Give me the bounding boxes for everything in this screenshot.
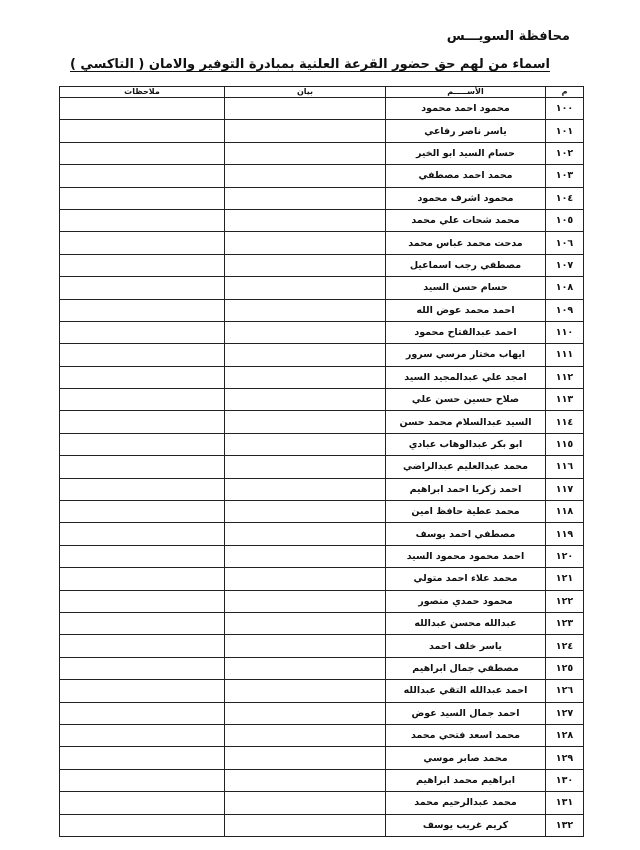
row-statement-cell (225, 612, 386, 634)
row-statement-cell (225, 366, 386, 388)
table-row (60, 120, 584, 142)
row-name: محمد احمد مصطفي (386, 165, 546, 187)
table-row (60, 590, 584, 612)
row-name: محمد عبدالعليم عبدالراضي (386, 456, 546, 478)
row-notes-cell (60, 411, 225, 433)
table-row (60, 792, 584, 814)
row-number: ١٢٣ (546, 612, 584, 634)
row-number: ١١٠ (546, 321, 584, 343)
row-number: ١٠٦ (546, 232, 584, 254)
row-number: ١٠٩ (546, 299, 584, 321)
row-notes-cell (60, 635, 225, 657)
row-number: ١١٧ (546, 478, 584, 500)
table-row (60, 277, 584, 299)
table-row (60, 299, 584, 321)
row-number: ١٠٢ (546, 142, 584, 164)
row-name: احمد عبدالله التقي عبدالله (386, 680, 546, 702)
row-statement-cell (225, 792, 386, 814)
row-number: ١١٨ (546, 501, 584, 523)
table-row (60, 456, 584, 478)
row-number: ١٠٨ (546, 277, 584, 299)
row-number: ١٠٠ (546, 98, 584, 120)
roster-body (60, 98, 584, 837)
table-row (60, 321, 584, 343)
table-row (60, 501, 584, 523)
row-notes-cell (60, 165, 225, 187)
table-row (60, 814, 584, 836)
row-name: ياسر ناصر رفاعي (386, 120, 546, 142)
row-notes-cell (60, 478, 225, 500)
row-number: ١٠٧ (546, 254, 584, 276)
row-notes-cell (60, 209, 225, 231)
table-row (60, 545, 584, 567)
row-name: ياسر خلف احمد (386, 635, 546, 657)
table-row (60, 657, 584, 679)
row-name: حسام حسن السيد (386, 277, 546, 299)
table-row (60, 165, 584, 187)
column-header-number: م (546, 87, 584, 98)
row-number: ١٢٨ (546, 724, 584, 746)
row-statement-cell (225, 680, 386, 702)
table-row (60, 254, 584, 276)
row-number: ١٢٤ (546, 635, 584, 657)
row-number: ١٢٧ (546, 702, 584, 724)
row-name: محمد علاء احمد متولي (386, 568, 546, 590)
row-statement-cell (225, 165, 386, 187)
row-statement-cell (225, 389, 386, 411)
row-notes-cell (60, 545, 225, 567)
row-statement-cell (225, 523, 386, 545)
row-number: ١٢٠ (546, 545, 584, 567)
row-number: ١٠٣ (546, 165, 584, 187)
column-header-statement: بيان (225, 87, 386, 98)
row-notes-cell (60, 769, 225, 791)
row-name: ابراهيم محمد ابراهيم (386, 769, 546, 791)
table-row (60, 747, 584, 769)
row-name: ابو بكر عبدالوهاب عبادي (386, 433, 546, 455)
row-name: محمد صابر موسي (386, 747, 546, 769)
row-number: ١٢١ (546, 568, 584, 590)
row-notes-cell (60, 433, 225, 455)
row-name: امجد علي عبدالمجيد السيد (386, 366, 546, 388)
table-row (60, 433, 584, 455)
row-statement-cell (225, 456, 386, 478)
row-statement-cell (225, 590, 386, 612)
row-number: ١١٢ (546, 366, 584, 388)
row-number: ١١١ (546, 344, 584, 366)
row-name: ايهاب مختار مرسي سرور (386, 344, 546, 366)
table-row (60, 187, 584, 209)
row-number: ١١٥ (546, 433, 584, 455)
row-name: عبدالله محسن عبدالله (386, 612, 546, 634)
row-name: صلاح حسين حسن علي (386, 389, 546, 411)
table-row (60, 344, 584, 366)
row-number: ١٣٠ (546, 769, 584, 791)
row-notes-cell (60, 344, 225, 366)
row-number: ١١٩ (546, 523, 584, 545)
row-notes-cell (60, 680, 225, 702)
table-row (60, 612, 584, 634)
row-notes-cell (60, 366, 225, 388)
row-number: ١٢٥ (546, 657, 584, 679)
table-row (60, 568, 584, 590)
row-notes-cell (60, 299, 225, 321)
row-notes-cell (60, 254, 225, 276)
table-row (60, 232, 584, 254)
row-statement-cell (225, 344, 386, 366)
row-number: ١٣١ (546, 792, 584, 814)
table-row (60, 411, 584, 433)
table-header-row (60, 87, 584, 98)
table-row (60, 98, 584, 120)
row-number: ١٢٩ (546, 747, 584, 769)
table-row (60, 724, 584, 746)
row-notes-cell (60, 657, 225, 679)
row-notes-cell (60, 523, 225, 545)
row-name: مدحت محمد عباس محمد (386, 232, 546, 254)
roster-table (59, 86, 584, 837)
row-number: ١٠٥ (546, 209, 584, 231)
row-name: مصطفي جمال ابراهيم (386, 657, 546, 679)
row-name: كريم غريب يوسف (386, 814, 546, 836)
table-row (60, 209, 584, 231)
row-name: احمد زكريا احمد ابراهيم (386, 478, 546, 500)
row-statement-cell (225, 254, 386, 276)
row-number: ١٢٦ (546, 680, 584, 702)
row-name: احمد محمود محمود السيد (386, 545, 546, 567)
row-notes-cell (60, 792, 225, 814)
row-statement-cell (225, 142, 386, 164)
table-row (60, 680, 584, 702)
row-name: السيد عبدالسلام محمد حسن (386, 411, 546, 433)
row-number: ١١٤ (546, 411, 584, 433)
row-name: محمد عطية حافظ امين (386, 501, 546, 523)
row-name: مصطفي احمد يوسف (386, 523, 546, 545)
row-statement-cell (225, 277, 386, 299)
table-row (60, 635, 584, 657)
row-notes-cell (60, 98, 225, 120)
row-name: احمد جمال السيد عوض (386, 702, 546, 724)
row-notes-cell (60, 142, 225, 164)
row-notes-cell (60, 590, 225, 612)
row-statement-cell (225, 98, 386, 120)
row-number: ١٠٤ (546, 187, 584, 209)
row-name: احمد محمد عوض الله (386, 299, 546, 321)
row-number: ١٢٢ (546, 590, 584, 612)
row-name: محمود احمد محمود (386, 98, 546, 120)
document-title: اسماء من لهم حق حضور القرعة العلنية بمبادرة التوفير والامان ( التاكسي ) (69, 57, 550, 72)
column-header-notes: ملاحظات (60, 87, 225, 98)
row-notes-cell (60, 187, 225, 209)
row-notes-cell (60, 120, 225, 142)
row-number: ١١٣ (546, 389, 584, 411)
row-name: محمد عبدالرحيم محمد (386, 792, 546, 814)
row-notes-cell (60, 814, 225, 836)
row-name: محمود حمدي منصور (386, 590, 546, 612)
row-notes-cell (60, 277, 225, 299)
row-notes-cell (60, 702, 225, 724)
row-notes-cell (60, 747, 225, 769)
row-statement-cell (225, 321, 386, 343)
row-statement-cell (225, 769, 386, 791)
row-statement-cell (225, 814, 386, 836)
row-number: ١٠١ (546, 120, 584, 142)
row-name: حسام السيد ابو الخير (386, 142, 546, 164)
row-statement-cell (225, 747, 386, 769)
row-name: مصطفي رجب اسماعيل (386, 254, 546, 276)
table-row (60, 478, 584, 500)
row-statement-cell (225, 724, 386, 746)
row-number: ١٣٢ (546, 814, 584, 836)
row-notes-cell (60, 501, 225, 523)
row-number: ١١٦ (546, 456, 584, 478)
row-statement-cell (225, 568, 386, 590)
row-statement-cell (225, 501, 386, 523)
table-row (60, 523, 584, 545)
row-statement-cell (225, 209, 386, 231)
governorate-heading: محافظة السويـــس (446, 29, 570, 44)
row-name: محمد شحات علي محمد (386, 209, 546, 231)
row-notes-cell (60, 724, 225, 746)
row-statement-cell (225, 545, 386, 567)
row-notes-cell (60, 612, 225, 634)
row-notes-cell (60, 456, 225, 478)
table-row (60, 389, 584, 411)
row-statement-cell (225, 635, 386, 657)
row-notes-cell (60, 389, 225, 411)
row-statement-cell (225, 702, 386, 724)
row-name: محمود اشرف محمود (386, 187, 546, 209)
table-row (60, 366, 584, 388)
row-statement-cell (225, 232, 386, 254)
table-row (60, 702, 584, 724)
row-statement-cell (225, 411, 386, 433)
table-row (60, 769, 584, 791)
row-statement-cell (225, 299, 386, 321)
row-name: احمد عبدالفتاح محمود (386, 321, 546, 343)
row-name: محمد اسعد فتحي محمد (386, 724, 546, 746)
table-row (60, 142, 584, 164)
row-statement-cell (225, 187, 386, 209)
row-notes-cell (60, 232, 225, 254)
column-header-name: الأســـــم (386, 87, 546, 98)
row-statement-cell (225, 120, 386, 142)
row-statement-cell (225, 657, 386, 679)
row-statement-cell (225, 433, 386, 455)
row-notes-cell (60, 568, 225, 590)
row-statement-cell (225, 478, 386, 500)
row-notes-cell (60, 321, 225, 343)
